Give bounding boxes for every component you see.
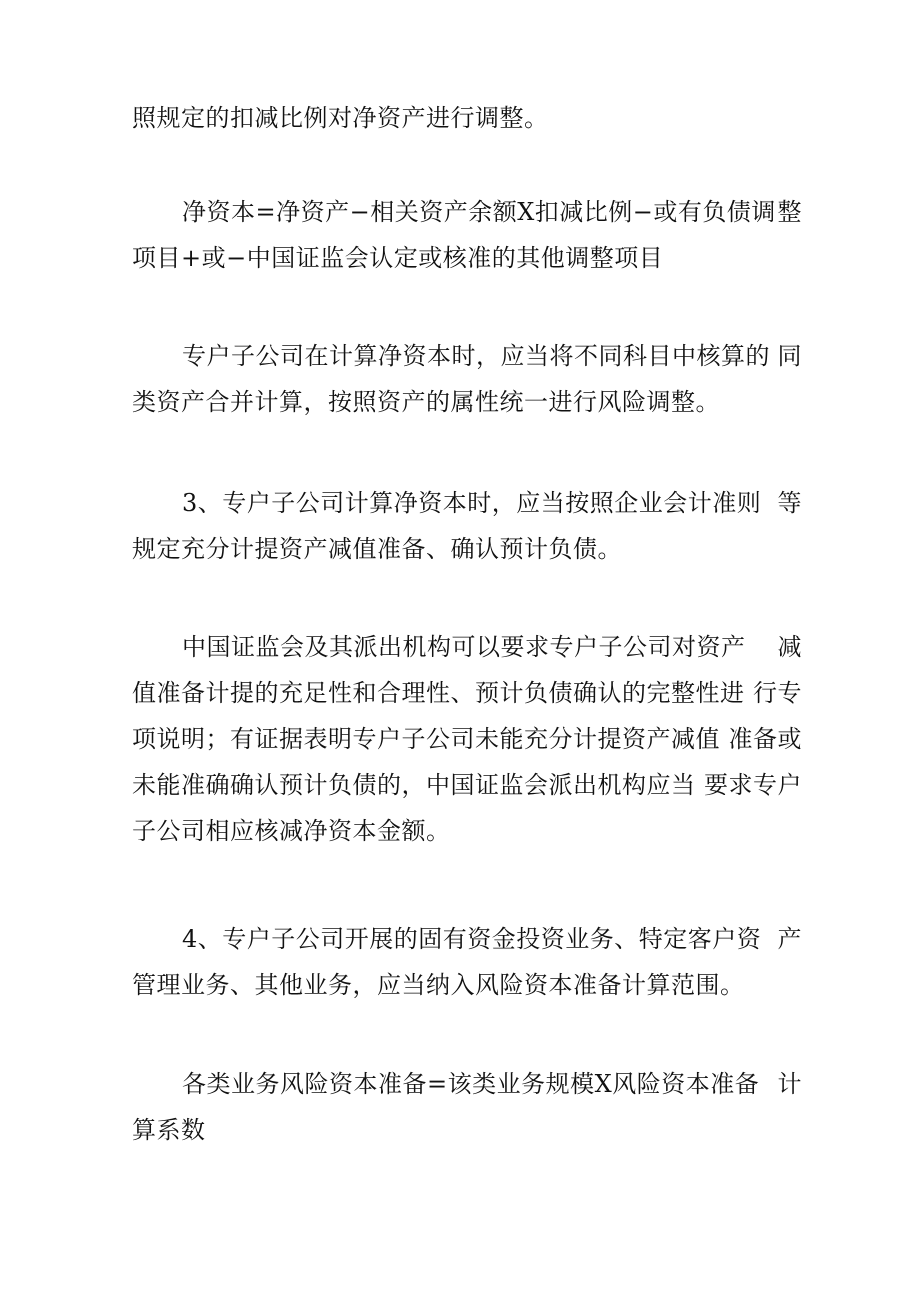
text-line [132,716,802,762]
text-segment: 计 [777,1070,802,1098]
text-line: 子公司相应核减净资本金额。 [132,817,451,845]
paragraph-6 [132,916,802,1008]
paragraph-4 [132,480,802,572]
text-segment: 同 [777,342,802,370]
text-segment: 各类业务风险资本准备=该类业务规模X风险资本准备 [182,1070,760,1098]
text-segment: 整 [777,198,802,226]
text-segment: 值准备计提的充足性和合理性、预计负债确认的完整性进 [132,679,745,707]
text-line [132,916,802,962]
paragraph-1 [132,95,802,141]
text-segment: 项说明；有证据表明专户子公司未能充分计提资产减值 [132,725,720,753]
text-segment: 行专 [753,679,802,707]
text-line [132,762,802,808]
text-segment: 未能准确确认预计负债的，中国证监会派出机构应当 [132,771,696,799]
text-line [132,333,802,379]
paragraph-2 [132,189,802,281]
text-line: 管理业务、其他业务，应当纳入风险资本准备计算范围。 [132,971,745,999]
paragraph-5 [132,624,802,854]
text-segment: 准备或 [728,725,802,753]
paragraph-7 [132,1061,802,1153]
text-segment: 减 [777,633,802,661]
text-line [132,1061,802,1107]
paragraph-3 [132,333,802,425]
text-segment: 专户子公司在计算净资本时，应当将不同科目中核算的 [182,342,770,370]
text-line: 类资产合并计算，按照资产的属性统一进行风险调整。 [132,388,720,416]
text-segment: 4、专户子公司开展的固有资金投资业务、特定客户资 [182,925,762,953]
text-line [132,189,802,235]
text-line [132,624,802,670]
text-line: 规定充分计提资产减值准备、确认预计负债。 [132,535,622,563]
text-segment: 中国证监会及其派出机构可以要求专户子公司对资产 [182,633,746,661]
text-line [132,480,802,526]
text-segment: 产 [777,925,802,953]
text-segment: 3、专户子公司计算净资本时，应当按照企业会计准则 [182,489,762,517]
text-segment: 净资本=净资产−相关资产余额X扣减比例−或有负债调 [182,198,776,226]
text-line [132,670,802,716]
text-line: 照规定的扣减比例对净资产进行调整。 [132,104,549,132]
text-segment: 要求专户 [704,771,802,799]
text-segment: 等 [777,489,802,517]
text-line: 项目+或−中国证监会认定或核准的其他调整项目 [132,244,664,272]
text-line: 算系数 [132,1116,206,1144]
